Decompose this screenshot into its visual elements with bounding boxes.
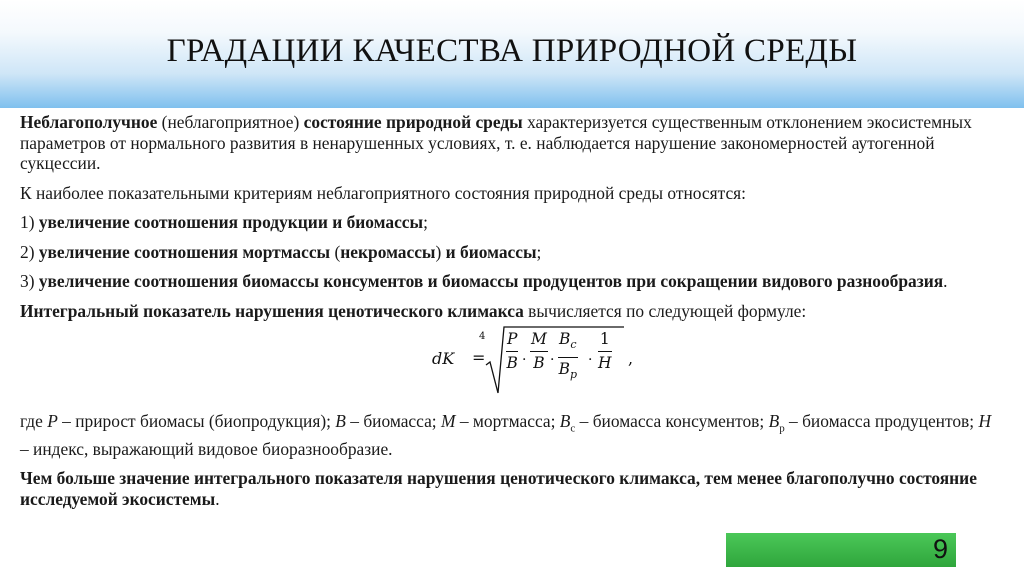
text-fragment: где xyxy=(20,411,48,431)
multiply-dot: · xyxy=(550,352,555,368)
subscript-p: p xyxy=(779,422,785,435)
fraction-denominator: H xyxy=(598,353,612,372)
paragraph-conclusion xyxy=(20,468,995,509)
page-number: 9 xyxy=(932,534,948,564)
fraction-numerator: M xyxy=(530,329,548,352)
fraction-denominator: B xyxy=(506,353,518,372)
symbol-h: H xyxy=(978,411,992,431)
text-fragment: ; xyxy=(423,212,428,232)
text-fragment: – мортмасса; xyxy=(455,411,560,431)
symbol-b: B xyxy=(335,411,346,431)
formula-lhs: dK xyxy=(432,349,455,368)
formula-equals: = xyxy=(472,348,486,367)
text-fragment: . xyxy=(943,271,948,291)
symbol-bp: B xyxy=(768,411,780,431)
criterion-text: и биомассы xyxy=(445,241,537,262)
term-bold: Интегральный показатель нарушения ценотического климакса xyxy=(20,300,524,321)
criterion-text: некромассы xyxy=(340,241,436,262)
term-bold: Неблагополучное xyxy=(20,112,158,132)
fraction-numerator: 1 xyxy=(598,329,612,352)
criterion-text: увеличение соотношения биомассы консументов и биомассы продуцентов при сокращении видового разнообразия xyxy=(38,271,944,291)
root-index: 4 xyxy=(479,331,486,342)
formula-comma: , xyxy=(628,349,634,368)
criterion-number: 1) xyxy=(20,212,39,232)
text-fragment: ; xyxy=(536,241,542,262)
text-fragment: вычисляется по следующей формуле: xyxy=(523,300,807,321)
symbol-b: B xyxy=(558,359,570,378)
slide-title: ГРАДАЦИИ КАЧЕСТВА ПРИРОДНОЙ СРЕДЫ xyxy=(166,33,858,69)
paragraph-definition xyxy=(20,112,995,174)
subscript-c: c xyxy=(570,338,577,352)
symbol-bc: B xyxy=(559,411,571,431)
text-fragment: . xyxy=(215,488,220,509)
paragraph-criteria-intro: К наиболее показательными критериям неблагоприятного состояния природной среды относятся: xyxy=(20,182,747,203)
criterion-number: 2) xyxy=(20,241,39,262)
criterion-3 xyxy=(20,271,995,292)
text-fragment: (неблагоприятное) xyxy=(157,112,304,132)
text-fragment: – биомасса продуцентов; xyxy=(784,411,979,431)
fraction-numerator xyxy=(558,329,578,358)
slide-header xyxy=(0,0,1024,108)
multiply-dot: · xyxy=(588,352,593,368)
symbol-m: M xyxy=(440,411,456,431)
criterion-text: увеличение соотношения продукции и биомассы xyxy=(38,212,424,232)
conclusion-bold: Чем больше значение интегрального показателя нарушения ценотического климакса, тем менее благополучно состояние исследуемой экосистемы xyxy=(20,468,977,509)
text-fragment: ) xyxy=(435,241,446,262)
fraction-p-b xyxy=(506,329,518,373)
criterion-text: увеличение соотношения мортмассы xyxy=(38,241,331,262)
criterion-2 xyxy=(20,242,995,263)
text-fragment: – индекс, выражающий видовое биоразнообразие. xyxy=(20,438,393,459)
subscript-c: c xyxy=(570,422,576,435)
fraction-bc-bp xyxy=(558,329,578,385)
multiply-dot: · xyxy=(522,352,527,368)
fraction-m-b xyxy=(530,329,548,373)
paragraph-integral-index xyxy=(20,301,995,322)
symbol-p: P xyxy=(47,411,58,431)
text-fragment: – прирост биомасы (биопродукция); xyxy=(57,411,336,431)
fraction-denominator: B xyxy=(533,353,545,372)
slide-content xyxy=(20,112,995,518)
criterion-1 xyxy=(20,212,995,233)
text-fragment: характеризуется существенным отклонением экосистемных параметров от нормального развития в ненарушенных условиях, т. е. наблюдается нарушение закономерностей аутогенной сукцессии. xyxy=(20,112,972,173)
term-bold: состояние природной среды xyxy=(303,112,523,132)
text-fragment: ( xyxy=(330,241,341,262)
text-fragment: – биомасса консументов; xyxy=(575,411,769,431)
text-fragment: – биомасса; xyxy=(345,411,441,431)
page-number-box xyxy=(726,533,956,567)
formula-row xyxy=(20,319,995,405)
criterion-number: 3) xyxy=(20,271,39,291)
fraction-denominator xyxy=(558,358,578,386)
formula-legend xyxy=(20,411,995,459)
fraction-numerator: P xyxy=(506,329,518,352)
fraction-1-h xyxy=(598,329,612,373)
subscript-p: p xyxy=(569,367,577,381)
symbol-b: B xyxy=(559,330,571,348)
